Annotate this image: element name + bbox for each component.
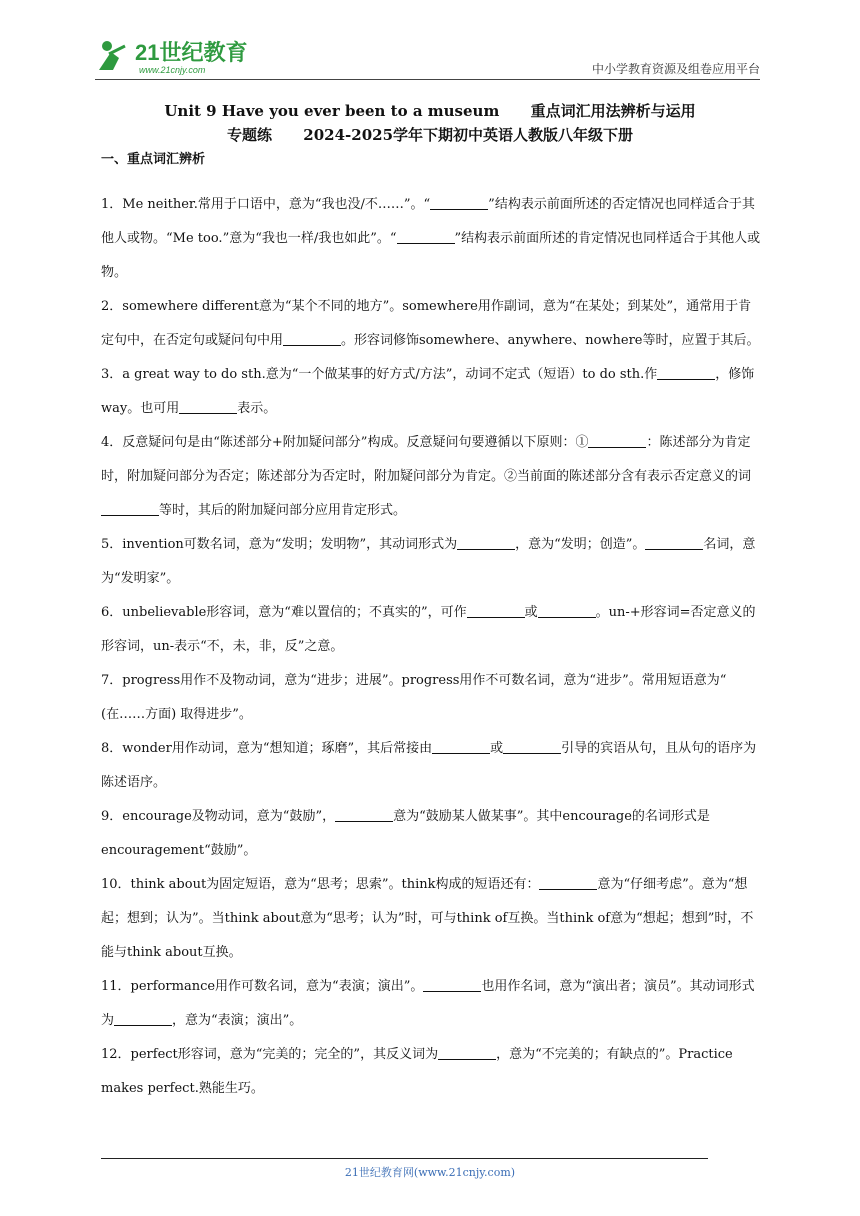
item-text: 10．think about为固定短语，意为“思考；思索”。think构成的短语还有：	[101, 877, 540, 892]
item-text: 或	[490, 741, 504, 756]
item-text: 等时，其后的附加疑问部分应用肯定形式。	[159, 503, 407, 518]
vocab-item	[101, 426, 761, 528]
item-text: ，修饰way。也可用	[101, 367, 755, 416]
item-text: 引导的宾语从句，且从句的语序为陈述语序。	[101, 741, 757, 790]
vocab-item	[101, 800, 761, 868]
answer-blank[interactable]	[467, 603, 525, 618]
answer-blank[interactable]	[432, 739, 490, 754]
item-text: ”结构表示前面所述的肯定情况也同样适合于其他人或物。	[101, 231, 761, 280]
answer-blank[interactable]	[114, 1011, 172, 1026]
item-text: 2．somewhere different意为“某个不同的地方”。somewhere用作副词，意为“在某处；到某处”，通常用于肯定句中，在否定句或疑问句中用	[101, 299, 752, 348]
item-text: 7．progress用作不及物动词，意为“进步；进展”。progress用作不可数名词，意为“进步”。常用短语意为“ (在……方面) 取得进步”。	[101, 673, 727, 722]
answer-blank[interactable]	[538, 603, 596, 618]
item-text: 。un-+形容词=否定意义的形容词，un-表示“不，未，非，反”之意。	[101, 605, 756, 654]
vocab-item	[101, 188, 761, 290]
item-text: 表示。	[237, 401, 277, 416]
answer-blank[interactable]	[457, 535, 515, 550]
answer-blank[interactable]	[645, 535, 703, 550]
footer-source: 21世纪教育网(www.21cnjy.com)	[344, 1166, 516, 1179]
answer-blank[interactable]	[438, 1045, 496, 1060]
item-text: ：陈述部分为肯定时，附加疑问部分为否定；陈述部分为否定时，附加疑问部分为肯定。②当前面的陈述部分含有表示否定意义的词	[101, 435, 752, 484]
item-text: 11．performance用作可数名词，意为“表演；演出”。	[101, 979, 424, 994]
item-text: 5．invention可数名词，意为“发明；发明物”，其动词形式为	[101, 537, 458, 552]
item-text: 4．反意疑问句是由“陈述部分+附加疑问部分”构成。反意疑问句要遵循以下原则：①	[101, 435, 589, 450]
item-text: 意为“鼓励某人做某事”。其中encourage的名词形式是encouragement“鼓励”。	[101, 809, 710, 858]
page-header	[95, 36, 760, 80]
item-text: 8．wonder用作动词，意为“想知道；琢磨”，其后常接由	[101, 741, 433, 756]
item-text: 也用作名词，意为“演出者；演员”。其动词形式为	[101, 979, 755, 1028]
vocab-item	[101, 528, 761, 596]
answer-blank[interactable]	[101, 501, 159, 516]
item-text: 或	[524, 605, 538, 620]
logo-url: www.21cnjy.com	[139, 65, 206, 75]
item-text: ，意为“发明；创造”。	[515, 537, 646, 552]
item-text: 意为“仔细考虑”。意为“想起；想到；认为”。当think about意为“思考；认为”时，可与think of互换。当think of意为“想起；想到”时，不能与think about互换。	[101, 877, 754, 960]
item-text: 3．a great way to do sth.意为“一个做某事的好方式/方法”，动词不定式（短语）to do sth.作	[101, 367, 658, 382]
section-heading: 一、重点词汇辨析	[101, 152, 206, 167]
item-text: 12．perfect形容词，意为“完美的；完全的”，其反义词为	[101, 1047, 439, 1062]
answer-blank[interactable]	[397, 229, 455, 244]
vocab-items-list	[101, 188, 761, 1106]
footer-divider	[101, 1158, 708, 1159]
document-title-line1: Unit 9 Have you ever been to a museum 重点词汇用法辨析与运用	[164, 102, 696, 120]
item-text: 6．unbelievable形容词，意为“难以置信的；不真实的”，可作	[101, 605, 467, 620]
item-text: ，意为“不完美的；有缺点的”。Practice makes perfect.熟能生巧。	[101, 1047, 733, 1096]
item-text: 名词，意为“发明家”。	[101, 537, 756, 586]
vocab-item	[101, 596, 761, 664]
vocab-item	[101, 868, 761, 970]
vocab-item	[101, 290, 761, 358]
item-text: 9．encourage及物动词，意为“鼓励”，	[101, 809, 336, 824]
item-text: 。形容词修饰somewhere、anywhere、nowhere等时，应置于其后。	[341, 333, 760, 348]
vocab-item	[101, 732, 761, 800]
document-title-line2: 专题练 2024-2025学年下期初中英语人教版八年级下册	[226, 126, 634, 144]
item-text: ”结构表示前面所述的否定情况也同样适合于其他人或物。“Me too.”意为“我也一样/我也如此”。“	[101, 197, 755, 246]
answer-blank[interactable]	[179, 399, 237, 414]
answer-blank[interactable]	[657, 365, 715, 380]
item-text: ，意为“表演；演出”。	[172, 1013, 303, 1028]
vocab-item	[101, 1038, 761, 1106]
header-divider	[95, 79, 760, 80]
answer-blank[interactable]	[588, 433, 646, 448]
answer-blank[interactable]	[503, 739, 561, 754]
answer-blank[interactable]	[335, 807, 393, 822]
answer-blank[interactable]	[539, 875, 597, 890]
answer-blank[interactable]	[423, 977, 481, 992]
vocab-item	[101, 664, 761, 732]
item-text: 1．Me neither.常用于口语中，意为“我也没/不……”。“	[101, 197, 431, 212]
logo-text: 21世纪教育	[135, 40, 248, 65]
answer-blank[interactable]	[283, 331, 341, 346]
answer-blank[interactable]	[430, 195, 488, 210]
header-platform-name: 中小学教育资源及组卷应用平台	[591, 62, 760, 76]
vocab-item	[101, 970, 761, 1038]
logo-21cnjy	[95, 36, 265, 78]
vocab-item	[101, 358, 761, 426]
